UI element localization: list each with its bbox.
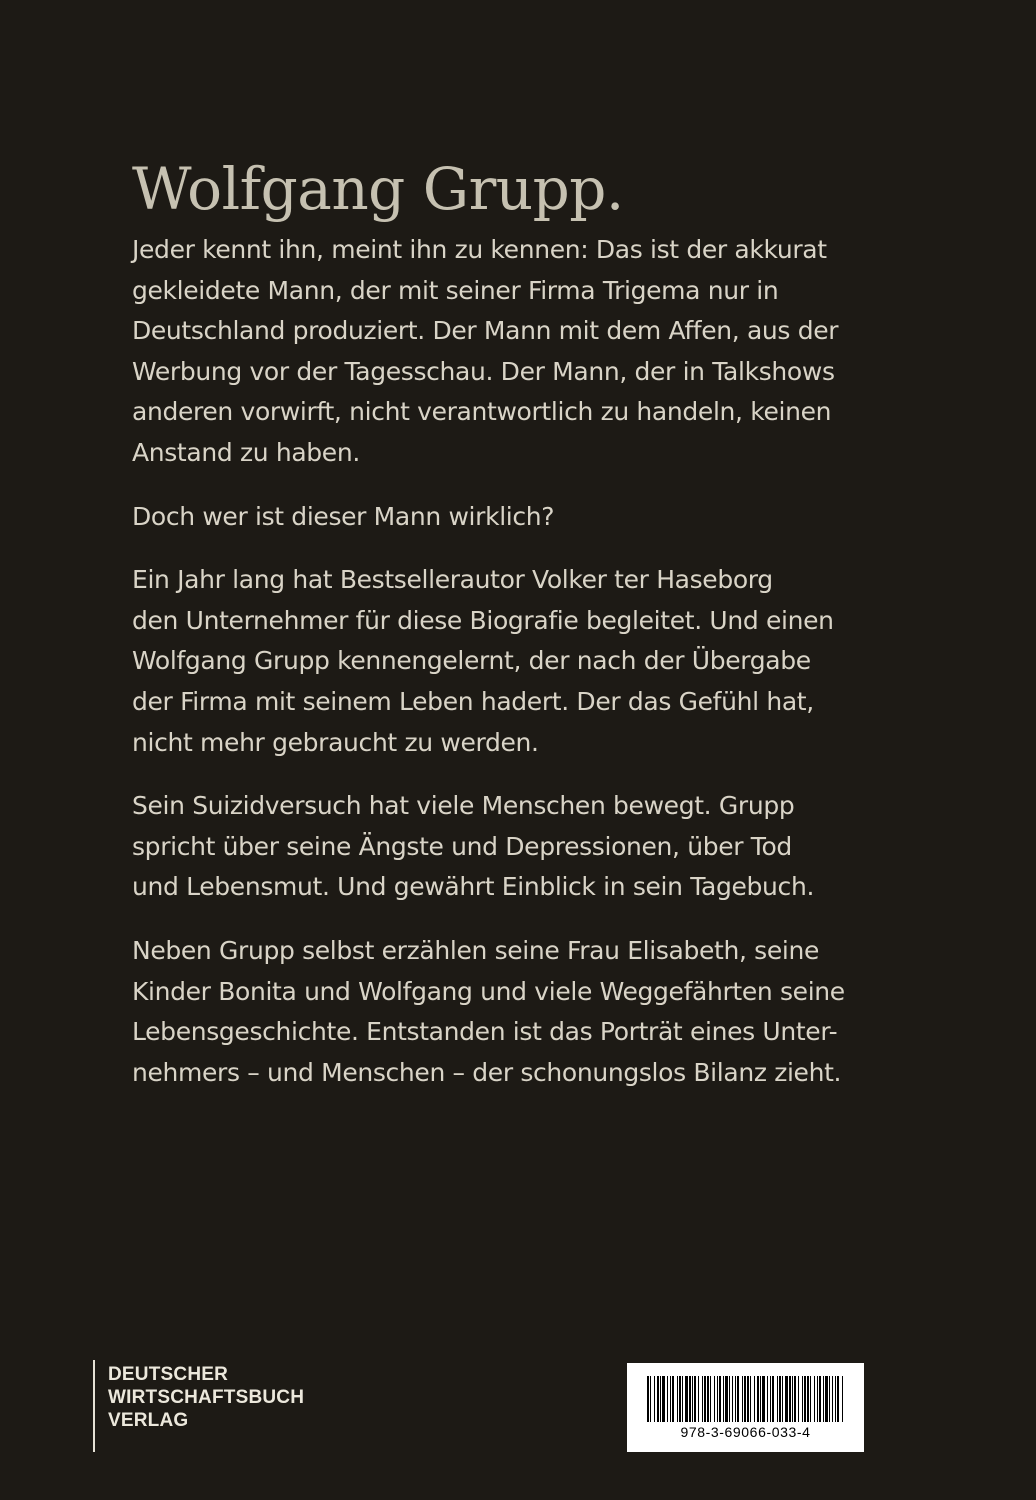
barcode-bar bbox=[817, 1376, 818, 1422]
barcode-bar bbox=[717, 1376, 718, 1422]
barcode-bar bbox=[837, 1376, 839, 1422]
barcode-bar bbox=[679, 1376, 681, 1422]
blurb-line: den Unternehmer für diese Biografie begleitet. Und einen bbox=[132, 605, 834, 635]
barcode-bar bbox=[798, 1376, 799, 1422]
blurb-line: Jeder kennt ihn, meint ihn zu kennen: Das ist der akkurat bbox=[132, 235, 827, 264]
barcode-bar bbox=[779, 1376, 781, 1422]
blurb-paragraph-3 bbox=[132, 560, 922, 763]
barcode-bar bbox=[723, 1376, 724, 1422]
blurb-line: und Lebensmut. Und gewährt Einblick in sein Tagebuch. bbox=[132, 872, 815, 902]
barcode-bar bbox=[744, 1376, 746, 1422]
barcode-bar bbox=[729, 1376, 730, 1422]
isbn-barcode bbox=[627, 1363, 864, 1452]
blurb-paragraph-2 bbox=[132, 497, 922, 538]
barcode-bar bbox=[742, 1376, 743, 1422]
blurb-line: Lebensgeschichte. Entstanden ist das Porträt eines Unter- bbox=[132, 1017, 838, 1047]
blurb-line: der Firma mit seinem Leben hadert. Der das Gefühl hat, bbox=[132, 686, 814, 716]
blurb-line: spricht über seine Ängste und Depressionen, über Tod bbox=[132, 831, 792, 861]
barcode-bar bbox=[747, 1376, 749, 1422]
barcode-bar bbox=[670, 1376, 671, 1422]
barcode-bar bbox=[757, 1376, 759, 1422]
blurb-line: Deutschland produziert. Der Mann mit dem Affen, aus der bbox=[132, 316, 839, 346]
barcode-bar bbox=[725, 1376, 728, 1422]
barcode-bar bbox=[710, 1376, 711, 1422]
barcode-bar bbox=[789, 1376, 791, 1422]
barcode-bar bbox=[785, 1376, 788, 1422]
barcode-bar bbox=[802, 1376, 803, 1422]
blurb-line: Doch wer ist dieser Mann wirklich? bbox=[132, 501, 555, 531]
barcode-bar bbox=[689, 1376, 691, 1422]
barcode-bar bbox=[692, 1376, 693, 1422]
barcode-bar bbox=[762, 1376, 765, 1422]
barcode-bar bbox=[704, 1376, 706, 1422]
barcode-bar bbox=[794, 1376, 796, 1422]
barcode-bar bbox=[719, 1376, 721, 1422]
barcode-bar bbox=[657, 1376, 659, 1422]
blurb-line: Sein Suizidversuch hat viele Menschen bewegt. Grupp bbox=[132, 791, 795, 821]
barcode-bar bbox=[760, 1376, 761, 1422]
blurb-paragraph-5 bbox=[132, 931, 922, 1093]
barcode-bar bbox=[782, 1376, 783, 1422]
publisher-name-line: WIRTSCHAFTSBUCH bbox=[108, 1387, 305, 1408]
barcode-bar bbox=[667, 1376, 668, 1422]
blurb-line: Ein Jahr lang hat Bestsellerautor Volker ter Haseborg bbox=[132, 565, 773, 595]
barcode-bar bbox=[647, 1376, 649, 1422]
barcode-bar bbox=[707, 1376, 709, 1422]
blurb-line: Wolfgang Grupp kennengelernt, der nach der Übergabe bbox=[132, 646, 811, 676]
barcode-bar bbox=[810, 1376, 811, 1422]
barcode-bar bbox=[660, 1376, 661, 1422]
barcode-bar bbox=[662, 1376, 665, 1422]
blurb-line: Neben Grupp selbst erzählen seine Frau Elisabeth, seine bbox=[132, 935, 819, 965]
barcode-bar bbox=[804, 1376, 806, 1422]
blurb-paragraph-1 bbox=[132, 230, 922, 474]
barcode-bars bbox=[647, 1376, 844, 1422]
barcode-bar bbox=[685, 1376, 688, 1422]
barcode-bar bbox=[714, 1376, 715, 1422]
barcode-bar bbox=[792, 1376, 793, 1422]
barcode-bar bbox=[698, 1376, 699, 1422]
barcode-bar bbox=[829, 1376, 830, 1422]
barcode-bar bbox=[772, 1376, 774, 1422]
barcode-bar bbox=[672, 1376, 674, 1422]
barcode-bar bbox=[770, 1376, 771, 1422]
barcode-bar bbox=[654, 1376, 655, 1422]
barcode-bar bbox=[735, 1376, 736, 1422]
barcode-bar bbox=[694, 1376, 696, 1422]
barcode-bar bbox=[682, 1376, 683, 1422]
barcode-bar bbox=[823, 1376, 824, 1422]
barcode-bar bbox=[819, 1376, 821, 1422]
barcode-bar bbox=[737, 1376, 739, 1422]
blurb-line: nehmers – und Menschen – der schonungslos Bilanz zieht. bbox=[132, 1057, 842, 1087]
publisher-name-line: DEUTSCHER bbox=[108, 1364, 229, 1385]
barcode-bar bbox=[832, 1376, 833, 1422]
barcode-bar bbox=[732, 1376, 733, 1422]
blurb-line: gekleidete Mann, der mit seiner Firma Trigema nur in bbox=[132, 275, 779, 305]
blurb-line: Anstand zu haben. bbox=[132, 437, 360, 467]
blurb-paragraph-4 bbox=[132, 786, 922, 908]
barcode-bar bbox=[842, 1376, 843, 1422]
blurb-line: Werbung vor der Tagesschau. Der Mann, der in Talkshows bbox=[132, 356, 835, 386]
blurb bbox=[132, 230, 922, 1116]
barcode-bar bbox=[702, 1376, 703, 1422]
publisher-logo bbox=[93, 1360, 304, 1452]
blurb-line: anderen vorwirft, nicht verantwortlich zu handeln, keinen bbox=[132, 397, 832, 427]
barcode-bar bbox=[767, 1376, 768, 1422]
blurb-line: nicht mehr gebraucht zu werden. bbox=[132, 727, 539, 757]
barcode-bar bbox=[754, 1376, 755, 1422]
barcode-bar bbox=[807, 1376, 809, 1422]
publisher-name-line: VERLAG bbox=[108, 1410, 189, 1431]
barcode-bar bbox=[825, 1376, 828, 1422]
barcode-bar bbox=[650, 1376, 651, 1422]
isbn-number: 978-3-69066-033-4 bbox=[680, 1424, 811, 1440]
barcode-bar bbox=[750, 1376, 751, 1422]
barcode-bar bbox=[835, 1376, 836, 1422]
barcode-bar bbox=[777, 1376, 778, 1422]
barcode-bar bbox=[677, 1376, 678, 1422]
book-title: Wolfgang Grupp. bbox=[132, 155, 624, 223]
barcode-bar bbox=[814, 1376, 815, 1422]
blurb-line: Kinder Bonita und Wolfgang und viele Weggefährten seine bbox=[132, 976, 845, 1006]
